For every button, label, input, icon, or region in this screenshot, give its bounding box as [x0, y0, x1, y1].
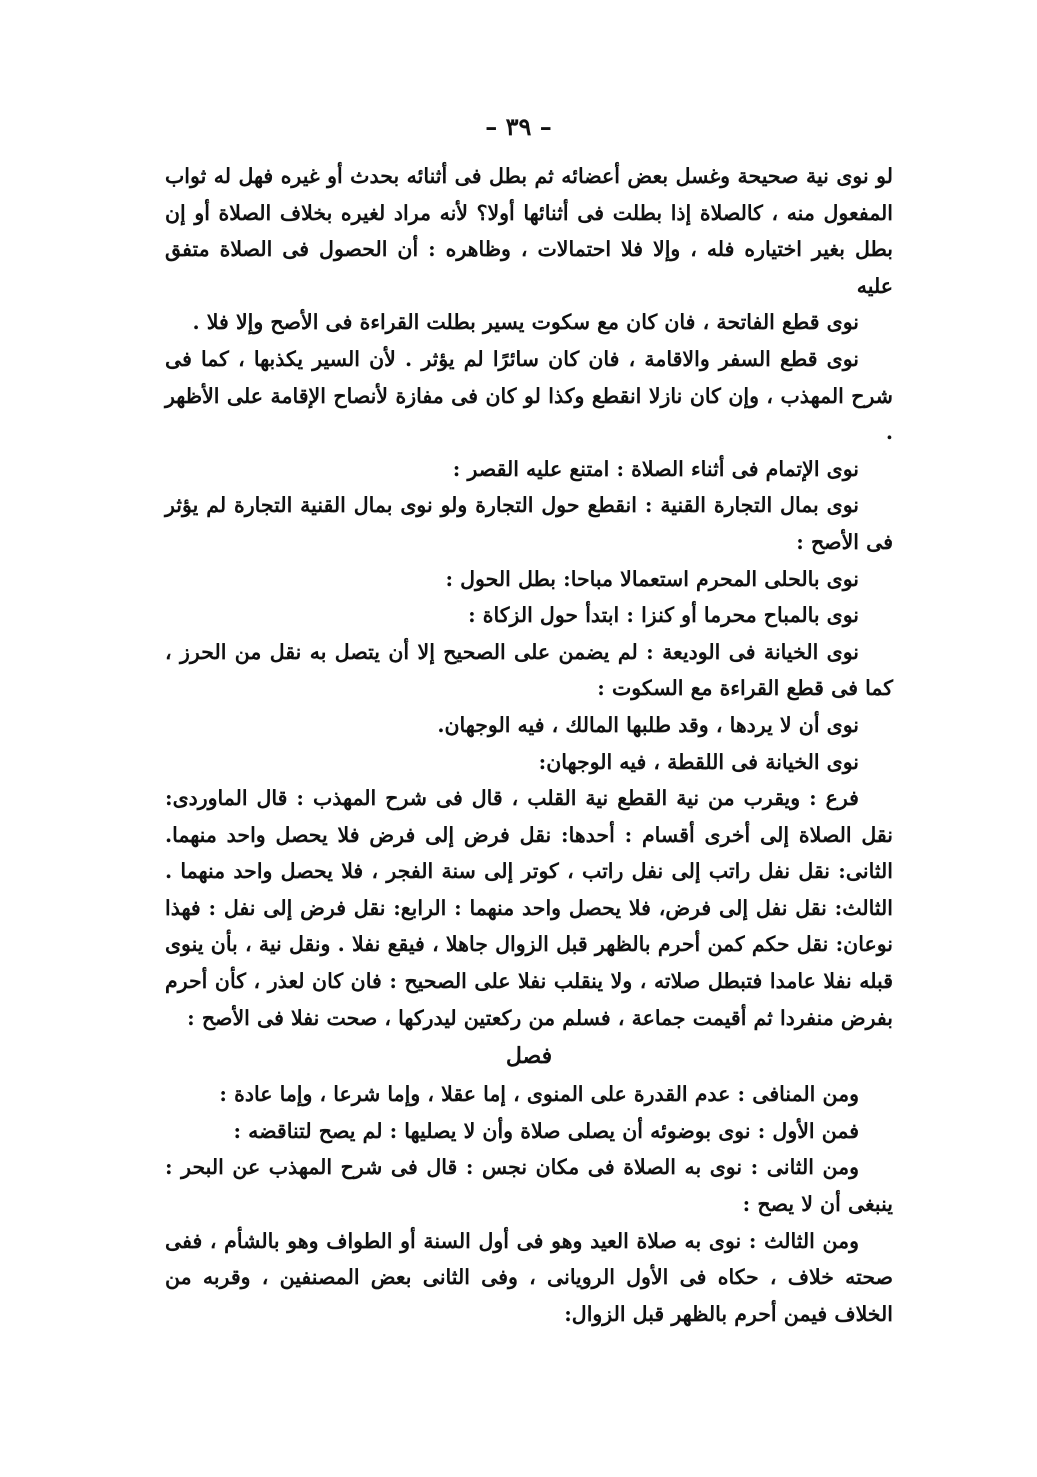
paragraph: فمن الأول : نوى بوضوئه أن يصلى صلاة وأن لا يصليها : لم يصح لتناقضه : — [233, 1118, 859, 1143]
paragraph: لو نوى نية صحيحة وغسل بعض أعضائه ثم بطل فى أثنائه بحدث أو غيره فهل له ثواب المفعول منه ، كالصلاة إذا بطلت فى أثنائها أولا؟ لأنه مراد لغيره بخلاف الصلاة أو إن بطل بغير اختياره فله ، وإلا فلا احتمالات ، وظاهره : أن الحصول فى الصلاة متفق عليه — [165, 164, 893, 298]
paragraph: ومن الثالث : نوى به صلاة العيد وهو فى أول السنة أو الطواف وهو بالشأم ، ففى صحته خلاف ، حكاه فى الأول الرويانى ، وفى الثانى بعض المصنفين ، وقربه من الخلاف فيمن أحرم بالظهر قبل الزوال: — [165, 1228, 893, 1326]
paragraph: ومن المنافى : عدم القدرة على المنوى ، إما عقلا ، وإما شرعا ، وإما عادة : — [219, 1082, 859, 1107]
paragraph: نوى بمال التجارة القنية : انقطع حول التجارة ولو نوى بمال القنية التجارة لم يؤثر فى الأصح : — [165, 493, 893, 554]
paragraph: نوى أن لا يردها ، وقد طلبها المالك ، فيه الوجهان. — [437, 712, 859, 737]
paragraph: ومن الثانى : نوى به الصلاة فى مكان نجس : قال فى شرح المهذب عن البحر : ينبغى أن لا يصح : — [165, 1155, 893, 1217]
paragraph: نوى الخيانة فى الوديعة : لم يضمن على الصحيح إلا أن يتصل به نقل من الحرز ، كما فى قطع القراءة مع السكوت : — [165, 639, 893, 701]
page-number: – ٣٩ – — [485, 112, 552, 141]
paragraph: نوى الخيانة فى اللقطة ، فيه الوجهان: — [538, 749, 859, 774]
section-heading: فصل — [505, 1043, 553, 1070]
page-content — [165, 158, 893, 1332]
paragraph: نوى الإتمام فى أثناء الصلاة : امتنع عليه القصر : — [452, 456, 859, 481]
paragraph: نوى قطع الفاتحة ، فان كان مع سكوت يسير بطلت القراءة فى الأصح وإلا فلا . — [192, 310, 859, 335]
paragraph: نوى بالمباح محرما أو كنزا : ابتدأ حول الزكاة : — [468, 603, 859, 628]
paragraph: نوى بالحلى المحرم استعمالا مباحا: بطل الحول : — [445, 566, 859, 591]
paragraph: فرع : ويقرب من نية القطع نية القلب ، قال فى شرح المهذب : قال الماوردى: نقل الصلاة إلى أخرى أقسام : أحدها: نقل فرض إلى فرض فلا يحصل واحد منهما. الثانى: نقل نفل راتب إلى نفل راتب ، كوتر إلى سنة الفجر ، فلا يحصل واحد منهما . الثالث: نقل نفل إلى فرض، فلا يحصل واحد منهما : الرابع: نقل فرض إلى نفل : فهذا نوعان: نقل حكم كمن أحرم بالظهر قبل الزوال جاهلا ، فيقع نفلا . ونقل نية ، بأن ينوى قبله نفلا عامدا فتبطل صلاته ، ولا ينقلب نفلا على الصحيح : فان كان لعذر ، كأن أحرم بفرض منفردا ثم أقيمت جماعة ، فسلم من ركعتين ليدركها ، صحت نفلا فى الأصح : — [165, 786, 893, 1030]
paragraph: نوى قطع السفر والاقامة ، فان كان سائرًا لم يؤثر . لأن السير يكذبها ، كما فى شرح المهذب ، وإن كان نازلا انقطع وكذا لو كان فى مفازة لأنصاح الإقامة على الأظهر . — [165, 346, 893, 445]
